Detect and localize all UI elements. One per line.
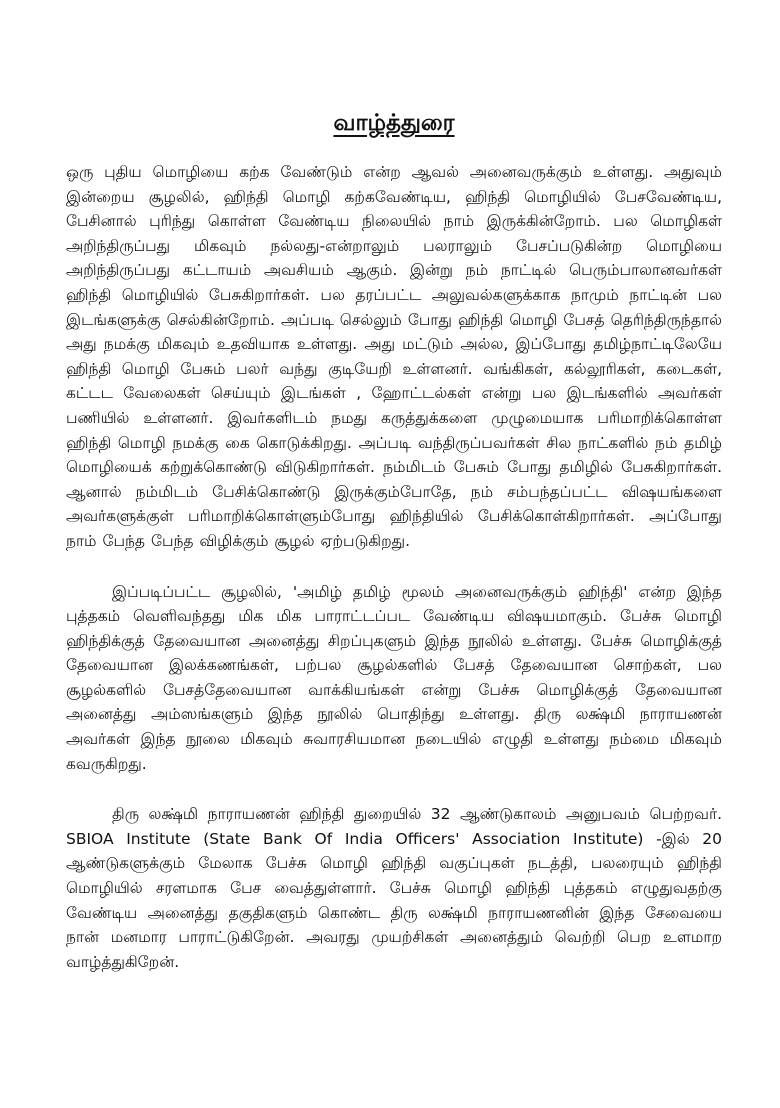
paragraph-intro: ஒரு புதிய மொழியை கற்க வேண்டும் என்ற ஆவல் அனைவருக்கும் உள்ளது. அதுவும் இன்றைய சூழலில், ஹிந்தி மொழி கற்கவேண்டிய, ஹிந்தி மொழியில் பேசவேண்டிய, பேசினால் புரிந்து கொள்ள வேண்டிய நிலையில் நாம் இருக்கின்றோம். பல மொழிகள் அறிந்திருப்பது மிகவும் நல்லது-என்றாலும் பலராலும் பேசப்படுகின்ற மொழியை அறிந்திருப்பது கட்டாயம் அவசியம் ஆகும். இன்று நம் நாட்டில் பெரும்பாலானவர்கள் ஹிந்தி மொழியில் பேசுகிறார்கள். பல தரப்பட்ட அலுவல்களுக்காக நாமும் நாட்டின் பல இடங்களுக்கு செல்கின்றோம். அப்படி செல்லும் போது ஹிந்தி மொழி பேசத் தெரிந்திருந்தால் அது நமக்கு மிகவும் உதவியாக உள்ளது. அது மட்டும் அல்ல, இப்போது தமிழ்நாட்டிலேயே ஹிந்தி மொழி பேசும் பலர் வந்து குடியேறி உள்ளனர். வங்கிகள், கல்லூரிகள், கடைகள், கட்டட வேலைகள் செய்யும் இடங்கள் , ஹோட்டல்கள் என்று பல இடங்களில் அவர்கள் பணியில் உள்ளனர். இவர்களிடம் நமது கருத்துக்களை முழுமையாக பரிமாறிக்கொள்ள ஹிந்தி மொழி நமக்கு கை கொடுக்கிறது. அப்படி வந்திருப்பவர்கள் சில நாட்களில் நம் தமிழ் மொழியைக் கற்றுக்கொண்டு விடுகிறார்கள். நம்மிடம் பேசும் போது தமிழில் பேசுகிறார்கள். ஆனால் நம்மிடம் பேசிக்கொண்டு இருக்கும்போதே, நம் சம்பந்தப்பட்ட விஷயங்களை அவர்களுக்குள் பரிமாறிக்கொள்ளும்போது ஹிந்தியில் பேசிக்கொள்கிறார்கள். அப்போது நாம் பேந்த பேந்த விழிக்கும் சூழல் ஏற்படுகிறது. [66, 163, 722, 550]
paragraph-author-praise: திரு லக்ஷ்மி நாராயணன் ஹிந்தி துறையில் 32 ஆண்டுகாலம் அனுபவம் பெற்றவர். SBIOA Institute (State Bank Of India Officers' Association Institute) -இல் 20 ஆண்டுகளுக்கும் மேலாக பேச்சு மொழி ஹிந்தி வகுப்புகள் நடத்தி, பலரையும் ஹிந்தி மொழியில் சரளமாக பேச வைத்துள்ளார். பேச்சு மொழி ஹிந்தி புத்தகம் எழுதுவதற்கு வேண்டிய அனைத்து தகுதிகளும் கொண்ட திரு லக்ஷ்மி நாராயணனின் இந்த சேவையை நான் மனமார பாராட்டுகிறேன். அவரது முயற்சிகள் அனைத்தும் வெற்றி பெற உளமாற வாழ்த்துகிறேன். [66, 805, 722, 971]
paragraph-book-praise: இப்படிப்பட்ட சூழலில், 'அமிழ் தமிழ் மூலம் அனைவருக்கும் ஹிந்தி' என்ற இந்த புத்தகம் வெளிவந்தது மிக மிக பாராட்டப்பட வேண்டிய விஷயமாகும். பேச்சு மொழி ஹிந்திக்குத் தேவையான அனைத்து சிறப்புகளும் இந்த நூலில் உள்ளது. பேச்சு மொழிக்குத் தேவையான இலக்கணங்கள், பற்பல சூழல்களில் பேசத் தேவையான சொற்கள், பல சூழல்களில் பேசத்தேவையான வாக்கியங்கள் என்று பேச்சு மொழிக்குத் தேவையான அனைத்து அம்ஸங்களும் இந்த நூலில் பொதிந்து உள்ளது. திரு லக்ஷ்மி நாராயணன் அவர்கள் இந்த நூலை மிகவும் சுவாரசியமான நடையில் எழுதி உள்ளது நம்மை மிகவும் கவருகிறது. [66, 582, 722, 773]
document-title: வாழ்த்துரை [333, 110, 455, 136]
